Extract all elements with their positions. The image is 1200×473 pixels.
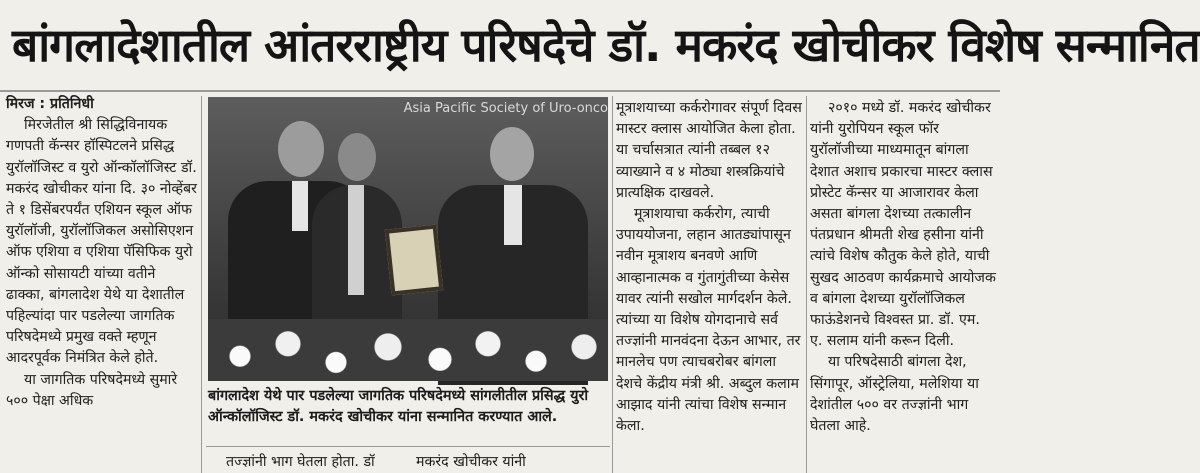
award-photo: [208, 97, 608, 381]
column-divider: [806, 96, 807, 473]
paragraph: मूत्राशयाचा कर्करोग, त्याची उपाययोजना, लहान आतड्यांपासून नवीन मूत्राशय बनवणे आणि आव्हानात्मक व गुंतागुंतीच्या केसेस यावर त्यांनी सखोल मार्गदर्शन केले. त्यांच्या या विशेष योगदानाचे सर्व तज्ज्ञांनी मानवंदना देऊन आभार, तर मानलेच पण त्याचबरोबर बांगला देशचे केंद्रीय मंत्री श्री. अब्दुल कलाम आझाद यांनी त्यांचा विशेष सन्मान केला.: [616, 206, 801, 435]
column-divider: [201, 96, 202, 473]
paragraph: २०१० मध्ये डॉ. मकरंद खोचीकर यांनी युरोपियन स्कूल फॉर युरॉलॉजीच्या माध्यमातून बांगला देशात अशाच प्रकारचा मास्टर क्लास प्रोस्टेट कॅन्सर या आजारावर केला असता बांगला देशच्या तत्कालीन पंतप्रधान श्रीमती शेख हसीना यांनी त्यांचे विशेष कौतुक केले होते, याची सुखद आठवण कार्यक्रमाचे आयोजक व बांगला देशच्या युरॉलॉजिकल फाऊंडेशनचे विश्वस्त प्रा. डॉ. एम. ए. सलाम यांनी करून दिली.: [810, 100, 996, 350]
article-column-1: [6, 94, 198, 412]
bottom-text-right: मकरंद खोचीकर यांनी: [416, 454, 526, 470]
flower-arrangement: [208, 319, 608, 381]
bottom-text-left: तज्ज्ञांनी भाग घेतला होता. डॉ: [226, 454, 375, 470]
award-plaque: [385, 224, 444, 295]
byline: मिरज : प्रतिनिधी: [6, 96, 94, 112]
article-column-3: [616, 98, 802, 437]
paragraph: या परिषदेसाठी बांगला देश, सिंगापूर, ऑस्ट्रेलिया, मलेशिया या देशांतील ५०० वर तज्ज्ञांनी भाग घेतला आहे.: [810, 354, 979, 435]
paragraph: मूत्राशयाच्या कर्करोगावर संपूर्ण दिवस मास्टर क्लास आयोजित केला होता. या चर्चासत्रात त्यांनी तब्बल १२ व्याख्याने व ४ मोठ्या शस्त्रक्रियांचे प्रात्यक्षिक दाखवले.: [616, 100, 802, 201]
column-divider: [612, 96, 613, 473]
caption-rule: [206, 446, 610, 447]
photo-caption: बांगलादेश येथे पार पडलेल्या जागतिक परिषदेमध्ये सांगलीतील प्रसिद्ध युरो ऑन्कॉलॉजिस्ट डॉ. मकरंद खोचीकर यांना सन्मानित करण्यात आले.: [208, 388, 589, 425]
photo-banner: Asia Pacific Society of Uro-onco: [403, 101, 608, 116]
paragraph: या जागतिक परिषदेमध्ये सुमारे ५०० पेक्षा अधिक: [6, 371, 178, 409]
headline-rule: [0, 90, 1000, 92]
paragraph: मिरजेतील श्री सिद्धिविनायक गणपती कॅन्सर हॉस्पिटलने प्रसिद्ध युरॉलॉजिस्ट व युरो ऑन्कॉलॉजिस्ट डॉ. मकरंद खोचीकर यांना दि. ३० नोव्हेंबर ते १ डिसेंबरपर्यंत एशियन स्कूल ऑफ युरॉलॉजी, युरॉलॉजिकल असोसिएशन ऑफ एशिया व एशिया पॅसिफिक युरो ऑन्को सोसायटी यांच्या वतीने ढाक्का, बांगलादेश येथे या देशातील पहिल्यांदा पार पडलेल्या जागतिक परिषदेमध्ये प्रमुख वक्ते म्हणून आदरपूर्वक निमंत्रित केले होते.: [6, 117, 197, 367]
headline: बांगलादेशातील आंतरराष्ट्रीय परिषदेचे डॉ. मकरंद खोचीकर विशेष सन्मानित: [12, 18, 1200, 72]
article-column-4: [810, 98, 996, 437]
